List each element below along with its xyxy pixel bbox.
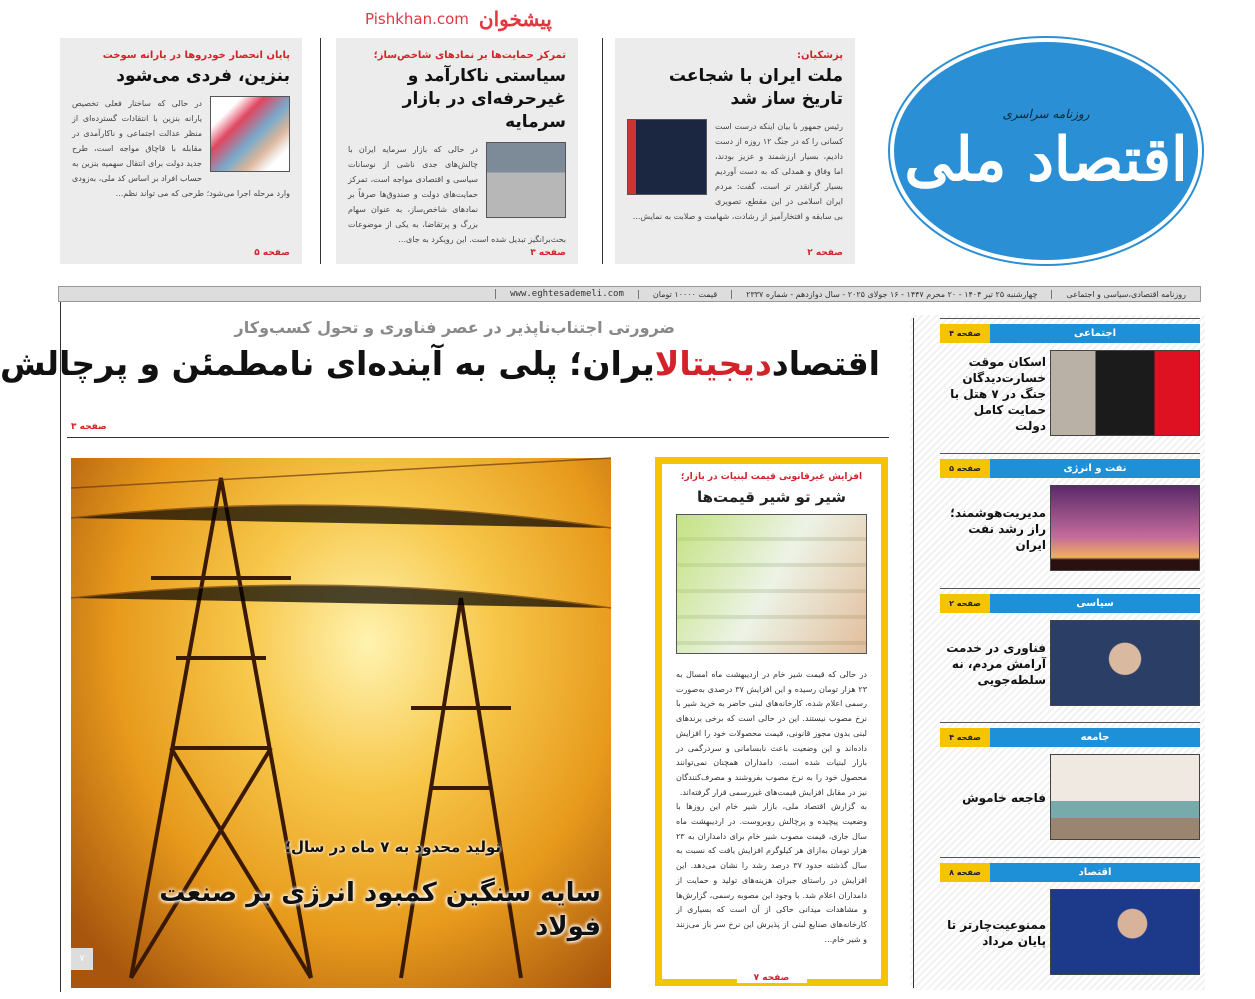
box-page[interactable]: صفحه ۷ bbox=[737, 973, 807, 983]
section-page[interactable]: صفحه ۸ bbox=[940, 863, 990, 882]
watermark-url: Pishkhan.com bbox=[365, 10, 469, 28]
teaser-photo bbox=[627, 119, 707, 195]
section-label: اجتماعی bbox=[1073, 328, 1117, 339]
section-label: اقتصاد bbox=[1078, 867, 1112, 878]
section-header bbox=[940, 459, 1200, 478]
sidebar-item-economy[interactable] bbox=[940, 857, 1200, 987]
teaser-capital-market[interactable] bbox=[336, 38, 578, 264]
sidebar-title: فاجعه خاموش bbox=[962, 791, 1046, 805]
page-frame-left bbox=[60, 302, 61, 992]
teaser-title: سیاستی ناکارآمد و غیرحرفه‌ای در بازار سرمایه bbox=[402, 66, 566, 132]
oil-pump-photo bbox=[1050, 485, 1200, 571]
lead-headline[interactable] bbox=[0, 344, 880, 383]
box-paragraph: در حالی که قیمت شیر خام در اردیبهشت ماه امسال به ۲۳ هزار تومان رسیده و این افزایش ۳۷ درصدی به‌صورت رسمی اعلام شده، کارخانه‌های لبنی حاضر به خرید شیر با نرخ مصوب نیستند. این در حالی است که برخی برندهای لبنی بدون مجوز قانونی، قیمت محصولات خود را افزایش داده‌اند و این وضعیت باعث نابسامانی و سردرگمی در بازار لبنیات شده است. دامداران همچنان نمی‌توانند محصول خود را به نرخ مصوب بفروشند و مصرف‌کنندگان نیز در مقابل افزایش قیمت‌های غیررسمی قرار گرفته‌اند. bbox=[676, 670, 867, 797]
headline-highlight: دیجیتال bbox=[654, 344, 772, 383]
section-page[interactable]: صفحه ۵ bbox=[940, 459, 990, 478]
section-header bbox=[940, 594, 1200, 613]
sidebar-item-social[interactable] bbox=[940, 318, 1200, 448]
politician-photo bbox=[1050, 620, 1200, 706]
teaser-body-wrap bbox=[72, 96, 290, 245]
section-header bbox=[940, 728, 1200, 747]
teaser-photo bbox=[210, 96, 290, 172]
sidebar-item-society[interactable] bbox=[940, 722, 1200, 852]
sidebar-title: اسکان موقت خسارت‌دیدگان جنگ در ۷ هتل با حمایت کامل دولت bbox=[950, 355, 1046, 433]
sidebar-title: ممنوعیت‌چارتر تا پایان مرداد bbox=[947, 918, 1046, 948]
watermark-logo: پیشخوان bbox=[478, 7, 552, 31]
teaser-photo bbox=[486, 142, 566, 218]
sidebar-title: فناوری در خدمت آرامش مردم، نه سلطه‌جویی bbox=[946, 641, 1046, 687]
teaser-kicker: پزشکیان: bbox=[797, 50, 843, 61]
section-label: نفت و انرژی bbox=[1063, 463, 1127, 474]
teaser-body: در حالی که بازار سرمایه ایران با چالش‌های جدی ناشی از نوسانات سیاسی و اقتصادی مواجه است، تمرکز حمایت‌های دولت و صندوق‌ها صرفاً بر نمادهای شاخص‌ساز، به عنوان سهام بزرگ و پرتقاضا، به یکی از موضوعات بحث‌برانگیز تبدیل شده است. این رویکرد به جای... bbox=[348, 145, 566, 244]
official-portrait-photo bbox=[1050, 350, 1200, 436]
section-page[interactable]: صفحه ۴ bbox=[940, 324, 990, 343]
section-header bbox=[940, 324, 1200, 343]
steel-energy-photo[interactable] bbox=[71, 458, 611, 988]
lead-page[interactable]: صفحه ۳ bbox=[71, 422, 107, 432]
speaker-photo bbox=[1050, 889, 1200, 975]
sidebar-title: مدیریت‌هوشمند؛ راز رشد نفت ایران bbox=[950, 506, 1046, 552]
column-divider bbox=[602, 38, 603, 264]
teaser-gasoline[interactable] bbox=[60, 38, 302, 264]
section-page[interactable]: صفحه ۲ bbox=[940, 594, 990, 613]
sidebar-item-political[interactable] bbox=[940, 588, 1200, 718]
section-label: جامعه bbox=[1080, 732, 1110, 743]
dairy-prices-box[interactable] bbox=[655, 457, 888, 986]
issue-date: چهارشنبه ۲۵ تیر ۱۴۰۴ - ۲۰ محرم ۱۴۴۷ - ۱۶ جولای ۲۰۲۵ - سال دوازدهم - شماره ۲۳۳۷ bbox=[731, 290, 1051, 299]
divider bbox=[67, 437, 889, 438]
headline-part: ایران؛ پلی به آینده‌ای نامطمئن و پرچالش bbox=[0, 344, 655, 383]
teaser-body-wrap bbox=[348, 142, 566, 245]
sidebar-item-oil[interactable] bbox=[940, 453, 1200, 583]
section-page[interactable]: صفحه ۴ bbox=[940, 728, 990, 747]
teaser-kicker: تمرکز حمایت‌ها بر نمادهای شاخص‌ساز؛ bbox=[373, 50, 566, 61]
masthead-tagline: روزنامه سراسری bbox=[1002, 107, 1090, 121]
masthead-name: اقتصاد ملی bbox=[904, 125, 1188, 195]
lead-subtitle: ضرورتی اجتناب‌ناپذیر در عصر فناوری و تحول کسب‌وکار bbox=[234, 318, 675, 337]
watermark bbox=[365, 4, 552, 34]
photo-kicker: تولید محدود به ۷ ماه در سال؛ bbox=[285, 838, 501, 856]
box-title: شیر تو شیر قیمت‌ها bbox=[696, 488, 847, 506]
teaser-page[interactable]: صفحه ۵ bbox=[254, 248, 290, 258]
teaser-page[interactable]: صفحه ۲ bbox=[807, 248, 843, 258]
teaser-body: رئیس جمهور با بیان اینکه درست است کسانی را که در جنگ ۱۲ روزه از دست دادیم، بسیار ارزشمند و عزیز بودند، اما وفاق و همدلی که به دست آوردیم بسیار گرانقدر تر است، گفت: مردم ایران اسلامی در این مقطع، تصویری بی سابقه و افتخارآمیز از رشادت، شهامت و صلابت به نمایش... bbox=[632, 122, 843, 221]
teaser-page[interactable]: صفحه ۳ bbox=[530, 248, 566, 258]
teaser-kicker: پایان انحصار خودروها در یارانه سوخت bbox=[102, 50, 290, 61]
paper-type: روزنامه اقتصادی،سیاسی و اجتماعی bbox=[1051, 290, 1200, 299]
photo-title: سایه سنگین کمبود انرژی بر صنعت فولاد bbox=[159, 878, 601, 942]
dairy-shelf-photo bbox=[676, 514, 867, 654]
photo-page-tag[interactable]: ۷ bbox=[71, 948, 93, 970]
care-home-photo bbox=[1050, 754, 1200, 840]
headline-part: اقتصاد bbox=[771, 344, 880, 383]
info-bar bbox=[58, 286, 1201, 302]
teaser-body: در حالی که ساختار فعلی تخصیص یارانه بنزین با انتقادات گسترده‌ای از منظر عدالت اجتماعی و ناکارآمدی در مقابله با قاچاق مواجه است، طرح جدید دولت برای انتقال سهمیه بنزین به حساب افراد بر اساس کد ملی، به‌زودی وارد مرحله اجرا می‌شود؛ طرحی که می تواند نظم... bbox=[72, 99, 290, 198]
box-body bbox=[676, 668, 867, 944]
teaser-title: ملت ایران با شجاعت تاریخ ساز شد bbox=[668, 66, 843, 109]
section-header bbox=[940, 863, 1200, 882]
box-kicker: افزایش غیرقانونی قیمت لبنیات در بازار؛ bbox=[680, 472, 863, 482]
box-paragraph: به گزارش اقتصاد ملی، بازار شیر خام این روزها با وضعیت پیچیده و پرچالش روبروست. در اردیبهشت ماه سال جاری، قیمت مصوب شیر خام برای دامداران به ۲۳ هزار تومان به‌ازای هر کیلوگرم افزایش یافت که نسبت به سال گذشته حدود ۳۷ درصد رشد را نشان می‌دهد. این افزایش در راستای جبران هزینه‌های تولید و حمایت از دامداران اعلام شد. با وجود این مصوبه رسمی، گزارش‌ها و مشاهدات میدانی حاکی از آن است که بسیاری از کارخانه‌های صنایع لبنی از پذیرش این نرخ سر باز می‌زنند و شیر خام... bbox=[676, 802, 867, 944]
sidebar-frame-left bbox=[913, 318, 914, 988]
website-link[interactable]: www.eghtesademeli.com bbox=[495, 289, 638, 299]
section-label: سیاسی bbox=[1076, 598, 1114, 609]
masthead-logo[interactable] bbox=[890, 38, 1202, 264]
column-divider bbox=[320, 38, 321, 264]
teaser-title: بنزین، فردی می‌شود bbox=[116, 66, 290, 86]
price: قیمت ۱۰۰۰۰ تومان bbox=[638, 290, 731, 299]
teaser-body-wrap bbox=[627, 119, 843, 245]
teaser-pezeshkian[interactable] bbox=[615, 38, 855, 264]
